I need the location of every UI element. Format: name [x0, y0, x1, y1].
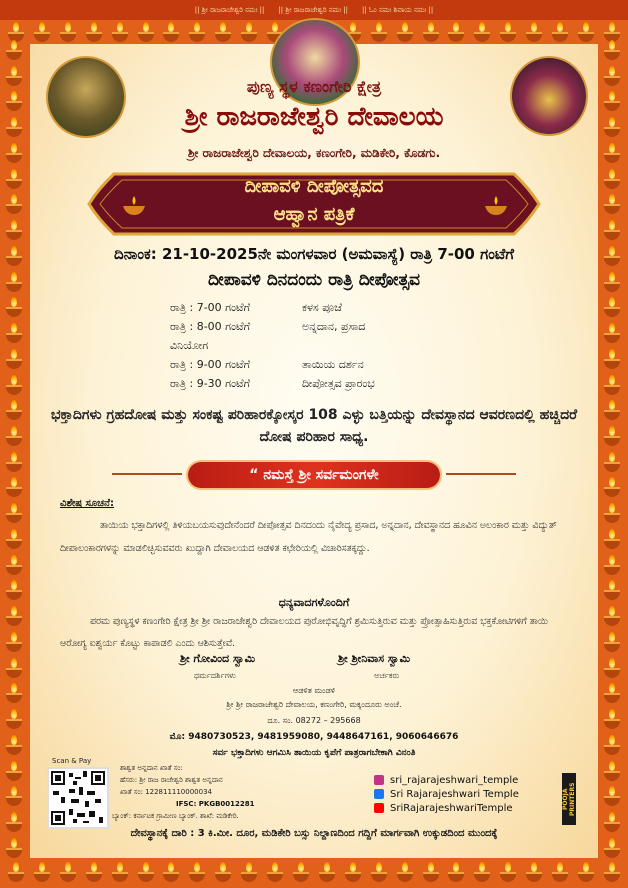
mobile-numbers: ಮೊ: 9480730523, 9481959080, 9448647161, 9060646676	[169, 732, 459, 742]
lamp-icon	[4, 400, 24, 420]
lamp-icon	[602, 220, 622, 240]
lamp-icon	[136, 22, 156, 42]
lamp-icon	[421, 862, 441, 882]
notice-text: ತಾಯಿಯ ಭಕ್ತಾದಿಗಳಲ್ಲಿ ತಿಳಿಯಬಯಸುವುದೇನೆಂದರೆ ದೀಪೋತ್ಸವ ದಿನದಂದು ನೈವೇದ್ಯ ಪ್ರಸಾದ, ಅನ್ನದಾನ, ದೇವಸ್ಥಾನದ ಹೂವಿನ ಅಲಂಕಾರ ಮತ್ತು ವಿದ್ಯುತ್ ದೀಪಾಲಂಕಾರಗಳನ್ನು ಮಾಡಲಿಚ್ಛಿಸುವವರು ಖುದ್ದಾಗಿ ದೇವಾಲಯದ ಆಡಳಿತ ಕಛೇರಿಯಲ್ಲಿ ವಿಚಾರಿಸತಕ್ಕದ್ದು.	[60, 520, 557, 554]
lamp-icon	[602, 349, 622, 369]
lamp-icon	[4, 194, 24, 214]
lamp-icon	[4, 786, 24, 806]
lamp-icon	[187, 22, 207, 42]
temple-subtitle: ಪುಣ್ಯ ಸ್ಥಳ ಕಣಂಗೇರಿ ಕ್ಷೇತ್ರ	[246, 77, 382, 96]
lamp-icon	[4, 658, 24, 678]
social-links	[374, 773, 519, 815]
lamp-icon	[602, 529, 622, 549]
lamp-icon	[4, 169, 24, 189]
lamp-icon	[602, 812, 622, 832]
lamp-icon	[4, 838, 24, 858]
event-title: ದೀಪಾವಳಿ ದಿನದಂದು ರಾತ್ರಿ ದೀಪೋತ್ಸವ	[207, 270, 421, 290]
lamp-icon	[4, 452, 24, 472]
lamp-icon	[602, 323, 622, 343]
lamp-icon	[4, 426, 24, 446]
signatory-role: ಅರ್ಚಕರು	[374, 671, 400, 680]
lamp-icon	[110, 862, 130, 882]
lamp-icon	[602, 375, 622, 395]
thanks-heading: ಧನ್ಯವಾದಗಳೊಂದಿಗೆ	[278, 596, 350, 609]
bank-line: ಹೆಸರು: ಶ್ರೀ ರಾಜ ರಾಜೇಶ್ವರಿ ಶಾಶ್ವತ ಅನ್ನದಾನ	[120, 776, 223, 784]
social-label: SriRajarajeshwariTemple	[390, 802, 513, 814]
ifsc-code: IFSC: PKGB0012281	[176, 800, 255, 808]
lamp-border-bottom	[6, 862, 622, 884]
lamp-icon	[317, 862, 337, 882]
signatory-name: ಶ್ರೀ ಶ್ರೀನಿವಾಸ ಸ್ವಾಮಿ	[338, 652, 411, 665]
printer-credit: POOJA PRINTERS	[562, 773, 576, 825]
lamp-icon	[446, 862, 466, 882]
lamp-icon	[161, 22, 181, 42]
route-directions: ದೇವಸ್ಥಾನಕ್ಕೆ ದಾರಿ : 3 ಕಿ.ಮೀ. ದೂರ, ಮಡಿಕೇರಿ ಬಸ್ಸು ನಿಲ್ದಾಣದಿಂದ ಗದ್ದಿಗೆ ಮಾರ್ಗವಾಗಿ ಉಕ್ಕುಡದಿಂದ ಮುಂದಕ್ಕೆ	[130, 828, 498, 839]
schedule-list	[170, 298, 500, 393]
lamp-icon	[4, 555, 24, 575]
flourish-left	[112, 473, 182, 475]
lamp-icon	[4, 477, 24, 497]
youtube-icon	[374, 803, 384, 813]
banner-line-1: ದೀಪಾವಳಿ ದೀಪೋತ್ಸವದ	[244, 176, 384, 197]
lamp-icon	[239, 862, 259, 882]
lamp-icon	[524, 862, 544, 882]
bank-line: ಶಾಶ್ವತ ಅನ್ನದಾನ ಖಾತೆ ಸಂ:	[120, 764, 183, 772]
header-text: || ಶ್ರೀ ರಾಜರಾಜೇಶ್ವರಿ ನಮಃ ||	[194, 5, 265, 14]
bank-details	[120, 762, 223, 798]
lamp-icon	[161, 862, 181, 882]
schedule-event: ಕಳಸ ಪೂಜೆ	[302, 300, 342, 314]
lamp-icon	[110, 22, 130, 42]
temple-address: ಶ್ರೀ ರಾಜರಾಜೇಶ್ವರಿ ದೇವಾಲಯ, ಕಣಂಗೇರಿ, ಮಡಿಕೇರಿ, ಕೊಡಗು.	[187, 146, 441, 160]
scan-pay-label: Scan & Pay	[52, 757, 92, 765]
social-facebook[interactable]	[374, 787, 519, 801]
lamp-icon	[395, 862, 415, 882]
schedule-event: ಅನ್ನದಾನ, ಪ್ರಸಾದ	[302, 319, 366, 333]
schedule-time: ರಾತ್ರಿ : 7-00 ಗಂಟೆಗೆ	[170, 300, 251, 314]
lamp-icon	[84, 862, 104, 882]
lamp-icon	[498, 22, 518, 42]
schedule-row	[170, 298, 500, 317]
lamp-icon	[498, 862, 518, 882]
lamp-icon	[421, 22, 441, 42]
lamp-icon	[4, 323, 24, 343]
invitation-banner	[84, 168, 544, 240]
schedule-time: ವಿನಿಯೋಗ	[170, 338, 209, 352]
social-label: Sri Rajarajeshwari Temple	[390, 788, 519, 800]
lamp-icon	[32, 22, 52, 42]
lamp-icon	[4, 349, 24, 369]
temple-postal-address: ಶ್ರೀ ಶ್ರೀ ರಾಜರಾಜೇಶ್ವರಿ ದೇವಾಲಯ, ಕಣಂಗೇರಿ, ಮಕ್ಕಂದೂರು ಅಂಚೆ.	[226, 700, 402, 709]
landline-number: ದೂ. ಸಂ. 08272 – 295668	[267, 716, 361, 725]
schedule-event: ತಾಯಿಯ ದರ್ಶನ	[302, 357, 364, 371]
lamp-icon	[369, 862, 389, 882]
lamp-icon	[602, 658, 622, 678]
signatory-name: ಶ್ರೀ ಗೋವಿಂದ ಸ್ವಾಮಿ	[180, 652, 256, 665]
schedule-row	[170, 355, 500, 374]
lamp-icon	[265, 862, 285, 882]
lamp-icon	[239, 22, 259, 42]
lamp-icon	[4, 812, 24, 832]
lamp-icon	[602, 169, 622, 189]
lamp-icon	[602, 786, 622, 806]
lamp-icon	[602, 297, 622, 317]
lamp-icon	[602, 555, 622, 575]
schedule-row	[170, 336, 500, 355]
lamp-icon	[602, 194, 622, 214]
social-youtube[interactable]	[374, 801, 519, 815]
lamp-icon	[213, 22, 233, 42]
lamp-icon	[472, 22, 492, 42]
lamp-icon	[395, 22, 415, 42]
lamp-icon	[6, 22, 26, 42]
thanks-text: ಪರಮ ಪುಣ್ಯಸ್ಥಳ ಕಣಂಗೇರಿ ಕ್ಷೇತ್ರ ಶ್ರೀ ಶ್ರೀ ರಾಜರಾಜೇಶ್ವರಿ ದೇವಾಲಯದ ಪುರೋಭಿವೃದ್ಧಿಗೆ ಶ್ರಮಿಸುತ್ತಿರುವ ಮತ್ತು ಪ್ರೋತ್ಸಾಹಿಸುತ್ತಿರುವ ಭಕ್ತಕೋಟಿಗಳಿಗೆ ತಾಯಿ ಆರೋಗ್ಯ ಐಶ್ವರ್ಯ ಕೊಟ್ಟು ಕಾಪಾಡಲಿ ಎಂದು ಆಶಿಸುತ್ತೇವೆ.	[60, 616, 548, 649]
devotee-appeal: ಸರ್ವ ಭಕ್ತಾದಿಗಳು ಆಗಮಿಸಿ ತಾಯಿಯ ಕೃಪೆಗೆ ಪಾತ್ರರಾಗಬೇಕಾಗಿ ವಿನಂತಿ	[212, 748, 416, 758]
schedule-row	[170, 317, 500, 336]
lamp-icon	[4, 297, 24, 317]
lamp-icon	[4, 632, 24, 652]
qr-code-icon[interactable]	[47, 767, 109, 829]
lamp-icon	[602, 40, 622, 60]
mantra-pill: “ ನಮಸ್ತೆ ಶ್ರೀ ಸರ್ವಮಂಗಳೇ	[188, 462, 440, 488]
lamp-icon	[213, 862, 233, 882]
social-label: sri_rajarajeshwari_temple	[390, 774, 519, 786]
diya-icon	[484, 196, 508, 216]
bank-branch: ಬ್ಯಾಂಕ್: ಕರ್ನಾಟಕ ಗ್ರಾಮೀಣ ಬ್ಯಾಂಕ್. ಶಾಖೆ: ಮಡಿಕೇರಿ.	[112, 812, 239, 820]
lamp-icon	[291, 862, 311, 882]
flourish-right	[446, 473, 516, 475]
lamp-icon	[550, 862, 570, 882]
facebook-icon	[374, 789, 384, 799]
lamp-icon	[602, 862, 622, 882]
lamp-icon	[4, 220, 24, 240]
lamp-icon	[602, 503, 622, 523]
schedule-time: ರಾತ್ರಿ : 9-30 ಗಂಟೆಗೆ	[170, 376, 251, 390]
committee-label: ಆಡಳಿತ ಮಂಡಳಿ	[292, 686, 336, 695]
lamp-icon	[32, 862, 52, 882]
lamp-icon	[550, 22, 570, 42]
temple-title: ಶ್ರೀ ರಾಜರಾಜೇಶ್ವರಿ ದೇವಾಲಯ	[184, 102, 444, 132]
schedule-time: ರಾತ್ರಿ : 9-00 ಗಂಟೆಗೆ	[170, 357, 251, 371]
lamp-icon	[524, 22, 544, 42]
header-text: || ಓಂ ನಮಃ ಶಿವಾಯ ನಮಃ ||	[362, 5, 434, 14]
lamp-icon	[187, 862, 207, 882]
lamp-icon	[576, 862, 596, 882]
lamp-icon	[4, 503, 24, 523]
bank-line: ಖಾತೆ ಸಂ: 122811110000034	[120, 788, 212, 796]
lamp-icon	[4, 375, 24, 395]
lamp-icon	[602, 426, 622, 446]
schedule-row	[170, 374, 500, 393]
lamp-icon	[136, 862, 156, 882]
lamp-icon	[602, 452, 622, 472]
header-strip	[0, 0, 628, 20]
lamp-icon	[4, 529, 24, 549]
diya-icon	[122, 196, 146, 216]
lamp-icon	[369, 22, 389, 42]
lamp-icon	[602, 838, 622, 858]
lamp-icon	[84, 22, 104, 42]
lamp-icon	[602, 761, 622, 781]
lamp-icon	[602, 632, 622, 652]
signatory-role: ಧರ್ಮದರ್ಶಿಗಳು	[194, 671, 236, 680]
lamp-icon	[58, 862, 78, 882]
lamp-icon	[6, 862, 26, 882]
schedule-event: ದೀಪೋತ್ಸವ ಪ್ರಾರಂಭ	[302, 376, 375, 390]
lamp-icon	[4, 40, 24, 60]
lamp-icon	[472, 862, 492, 882]
lamp-icon	[602, 477, 622, 497]
social-instagram[interactable]	[374, 773, 519, 787]
lamp-icon	[4, 761, 24, 781]
header-text: || ಶ್ರೀ ರಾಜರಾಜೇಶ್ವರಿ ನಮಃ ||	[278, 5, 348, 14]
lamp-icon	[343, 862, 363, 882]
instagram-icon	[374, 775, 384, 785]
notice-label: ವಿಶೇಷ ಸೂಚನೆ:	[60, 498, 114, 509]
lamp-icon	[576, 22, 596, 42]
lamp-icon	[602, 22, 622, 42]
schedule-time: ರಾತ್ರಿ : 8-00 ಗಂಟೆಗೆ	[170, 319, 251, 333]
lamp-icon	[58, 22, 78, 42]
banner-line-2: ಆಹ್ವಾನ ಪತ್ರಿಕೆ	[273, 204, 355, 225]
ritual-note: ಭಕ್ತಾದಿಗಳು ಗ್ರಹದೋಷ ಮತ್ತು ಸಂಕಷ್ಟ ಪರಿಹಾರಕ್ಕೋಸ್ಕರ 108 ಎಳ್ಳು ಬತ್ತಿಯನ್ನು ದೇವಸ್ಥಾನದ ಆವರಣದಲ್ಲಿ ಹಚ್ಚಿದರೆ ದೋಷ ಪರಿಹಾರ ಸಾಧ್ಯ.	[50, 407, 578, 445]
event-date: ದಿನಾಂಕ: 21-10-2025ನೇ ಮಂಗಳವಾರ (ಅಮವಾಸ್ಯೆ) ರಾತ್ರಿ 7-00 ಗಂಟೆಗೆ	[114, 245, 514, 263]
lamp-icon	[446, 22, 466, 42]
lamp-icon	[602, 400, 622, 420]
